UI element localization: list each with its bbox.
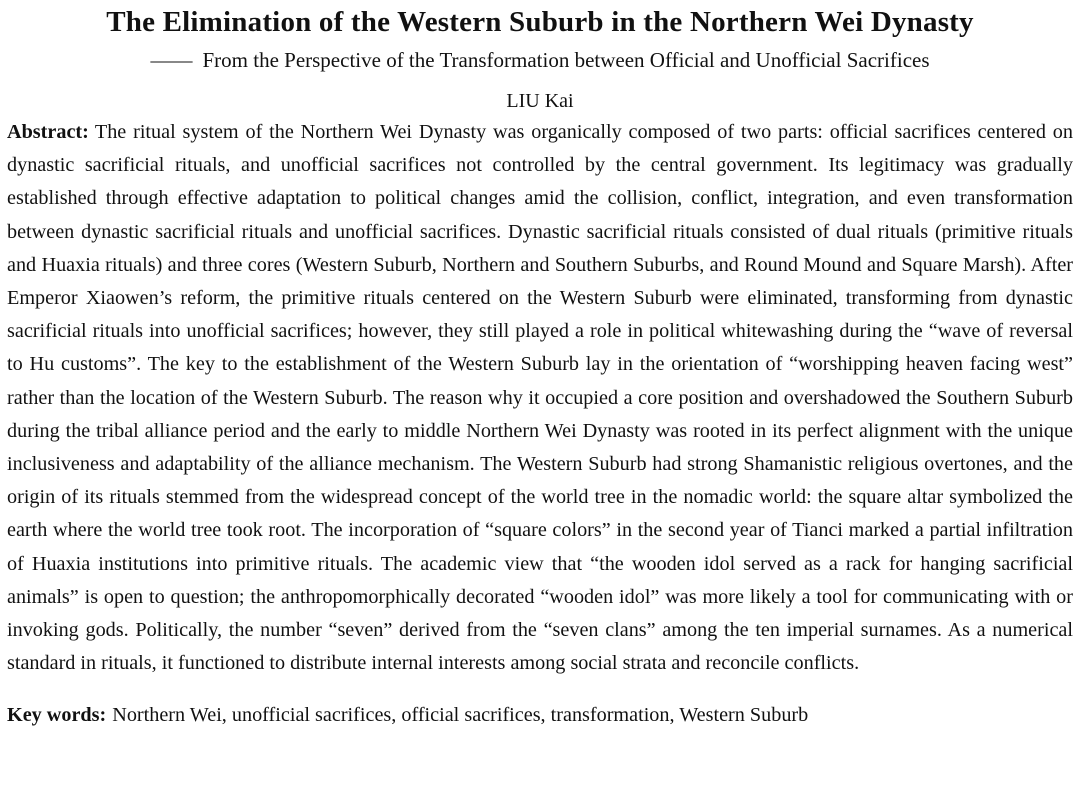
subtitle-dash: —— — [150, 48, 193, 72]
abstract-text: The ritual system of the Northern Wei Dynasty was organically composed of two parts: official sacrifices centered on dynastic sacrificial rituals, and unofficial sacrifices not controlled by the central government. Its legitimacy was gradually established through effective adaptation to political changes amid the collision, conflict, integration, and even transformation between dynastic sacrificial rituals and unofficial sacrifices. Dynastic sacrificial rituals consisted of dual rituals (primitive rituals and Huaxia rituals) and three cores (Western Suburb, Northern and Southern Suburbs, and Round Mound and Square Marsh). After Emperor Xiaowen’s reform, the primitive rituals centered on the Western Suburb were eliminated, transforming from dynastic sacrificial rituals into unofficial sacrifices; however, they still played a role in political whitewashing during the “wave of reversal to Hu customs”. The key to the establishment of the Western Suburb lay in the orientation of “worshipping heaven facing west” rather than the location of the Western Suburb. The reason why it occupied a core position and overshadowed the Southern Suburb during the tribal alliance period and the early to middle Northern Wei Dynasty was rooted in its perfect alignment with the unique inclusiveness and adaptability of the alliance mechanism. The Western Suburb had strong Shamanistic religious overtones, and the origin of its rituals stemmed from the widespread concept of the world tree in the nomadic world: the square altar symbolized the earth where the world tree took root. The incorporation of “square colors” in the second year of Tianci marked a partial infiltration of Huaxia institutions into primitive rituals. The academic view that “the wooden idol served as a rack for hanging sacrificial animals” is open to question; the anthropomorphically decorated “wooden idol” was more likely a tool for communicating with or invoking gods. Politically, the number “seven” derived from the “seven clans” among the ten imperial surnames. As a numerical standard in rituals, it functioned to distribute internal interests among social strata and reconcile conflicts. — [7, 121, 1073, 675]
author-name: LIU Kai — [506, 90, 574, 112]
keywords-paragraph — [7, 699, 1073, 732]
keywords-label: Key words: — [7, 704, 107, 727]
paper-subtitle-line — [7, 42, 1073, 78]
paper-subtitle: From the Perspective of the Transformation between Official and Unofficial Sacrifices — [202, 48, 930, 72]
abstract-paragraph — [7, 116, 1073, 680]
paper-title: The Elimination of the Western Suburb in the Northern Wei Dynasty — [106, 6, 974, 38]
keywords-text: Northern Wei, unofficial sacrifices, official sacrifices, transformation, Western Suburb — [112, 704, 809, 727]
abstract-label: Abstract: — [7, 121, 89, 143]
